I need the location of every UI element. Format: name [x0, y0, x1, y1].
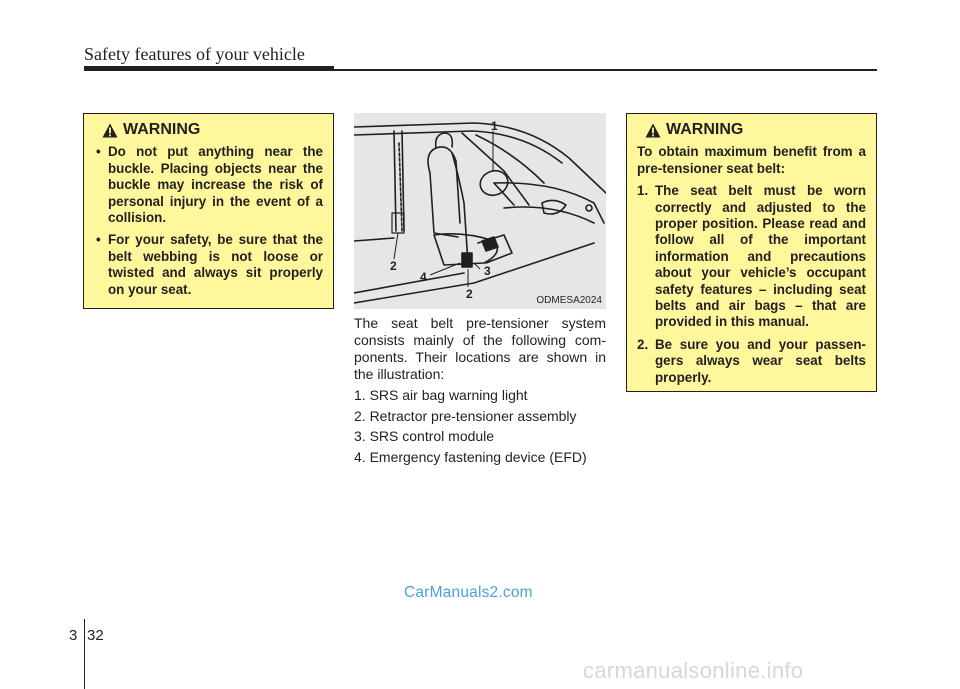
site-watermark: carmanualsonline.info: [583, 658, 804, 683]
item-number: 2.: [637, 336, 649, 352]
callout-label: 4: [420, 270, 427, 284]
header-rule-thick: [84, 66, 334, 71]
warning-triangle-icon: [645, 123, 661, 138]
item-text: Be sure you and your passen-gers always wear seat belts properly.: [655, 336, 866, 385]
warning-heading: [645, 122, 866, 138]
warning-box-right: [626, 113, 877, 392]
car-interior-drawing: [354, 113, 606, 309]
warning-bullet-item: • For your safety, be sure that the belt webbing is not loose or twisted and always sit properly on your seat.: [94, 232, 323, 298]
warning-title: WARNING: [123, 121, 201, 138]
pretensioner-illustration: [354, 113, 606, 309]
callout-label: 2: [390, 259, 397, 273]
callout-label: 2: [466, 287, 473, 301]
warning-box-left: [83, 113, 334, 309]
warning-bullet-item: • Do not put anything near the buckle. Placing objects near the buckle may increase the risk of personal injury in the event of a collision.: [94, 144, 323, 226]
callout-label: 3: [484, 264, 491, 278]
warning-intro: To obtain maximum benefit from a pre-tensioner seat belt:: [637, 144, 866, 176]
section-number: 3: [69, 627, 78, 644]
component-item: 4. Emergency fastening device (EFD): [354, 449, 587, 466]
item-text: The seat belt must be worn correctly and adjusted to the proper position. Please read and follow all of the important information and precautions about your vehicle’s occupant safety features – including seat belts and air bags – that are provided in this manual.: [655, 183, 866, 330]
warning-numbered-item: [637, 337, 866, 386]
warning-bullet-list: [94, 144, 323, 298]
item-number: 1.: [637, 183, 649, 199]
warning-title: WARNING: [666, 121, 744, 138]
figure-code: ODMESA2024: [536, 295, 602, 306]
carmanuals-watermark[interactable]: CarManuals2.com: [404, 584, 533, 601]
body-text: [354, 315, 606, 470]
page-header-title: Safety features of your vehicle: [84, 44, 305, 64]
page-number: 32: [87, 627, 104, 644]
component-item: 3. SRS control module: [354, 428, 495, 445]
warning-numbered-list: [637, 183, 866, 386]
warning-heading: [102, 122, 323, 138]
body-intro: The seat belt pre-tensioner system consists mainly of the following com-ponents. Their locations are shown in the illustration:: [354, 315, 606, 382]
warning-numbered-item: [637, 183, 866, 331]
header-rule-thin: [334, 69, 877, 71]
component-item: 2. Retractor pre-tensioner assembly: [354, 407, 577, 424]
warning-triangle-icon: [102, 123, 118, 138]
callout-label: 1: [491, 119, 498, 133]
footer-rule: [84, 619, 85, 689]
component-item: 1. SRS air bag warning light: [354, 387, 528, 403]
